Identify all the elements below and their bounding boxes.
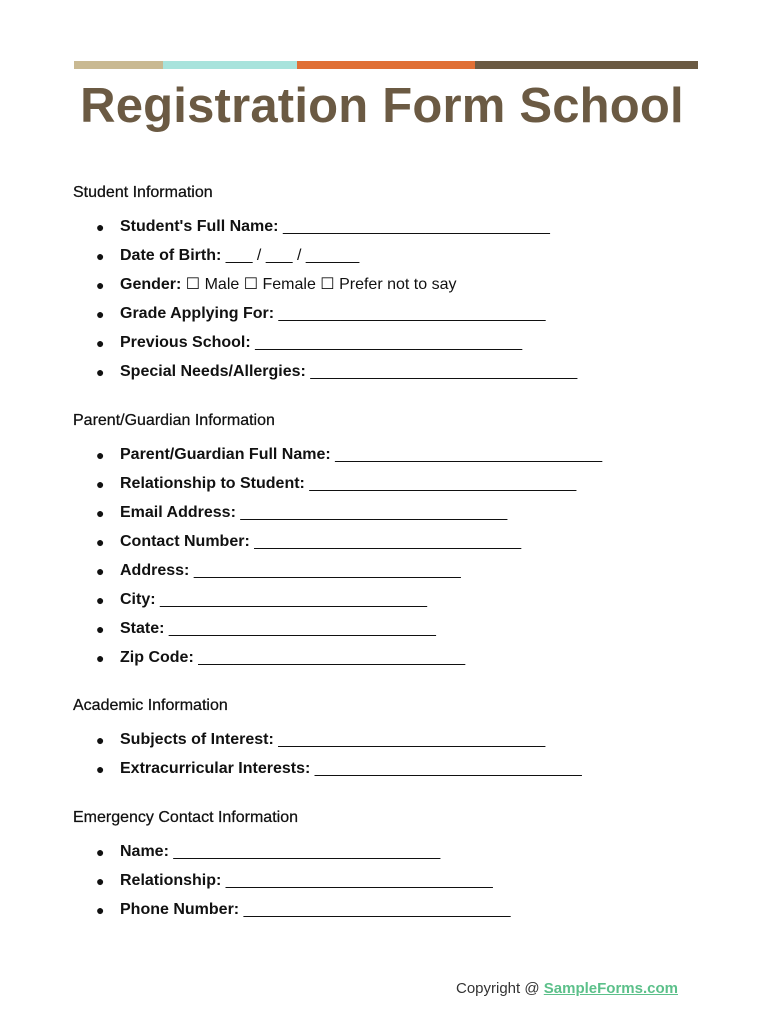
form-field-item: [0, 759, 582, 788]
field-blank[interactable]: ______________________________: [282, 218, 550, 235]
parent-fields-list: [0, 445, 602, 677]
form-field-item: [0, 871, 511, 900]
decorative-color-bar: [74, 61, 698, 69]
field-blank[interactable]: ______________________________: [198, 649, 466, 666]
color-bar-segment-brown: [475, 61, 698, 69]
sampleforms-link[interactable]: SampleForms.com: [543, 980, 678, 997]
form-field-item: [0, 362, 577, 391]
section-heading-academic: Academic Information: [73, 697, 228, 714]
emergency-fields-list: [0, 842, 511, 929]
bullet-icon: ●: [96, 277, 105, 293]
bullet-icon: ●: [96, 505, 105, 521]
field-label: Grade Applying For:: [120, 305, 275, 322]
bullet-icon: ●: [96, 732, 105, 748]
field-blank[interactable]: ______________________________: [243, 901, 511, 918]
section-heading-parent: Parent/Guardian Information: [73, 412, 275, 429]
copyright-text: Copyright @: [456, 980, 544, 997]
field-blank[interactable]: ______________________________: [310, 363, 578, 380]
field-label: Relationship to Student:: [120, 475, 305, 492]
form-field-item: [0, 900, 511, 929]
field-blank[interactable]: ______________________________: [160, 591, 427, 608]
field-blank[interactable]: ______________________________: [173, 843, 441, 860]
student-fields-list: [0, 217, 577, 391]
field-blank[interactable]: ☐ Male ☐ Female ☐ Prefer not to say: [185, 276, 457, 293]
field-blank[interactable]: ______________________________: [168, 620, 436, 637]
bullet-icon: ●: [96, 650, 105, 666]
field-label: Special Needs/Allergies:: [120, 363, 306, 380]
field-label: Date of Birth:: [120, 247, 222, 264]
form-field-item: [0, 503, 602, 532]
form-field-item: [0, 590, 602, 619]
field-label: City:: [120, 591, 156, 608]
form-field-item: [0, 445, 602, 474]
field-blank[interactable]: ______________________________: [254, 533, 522, 550]
field-blank[interactable]: ______________________________: [335, 446, 603, 463]
field-label: Parent/Guardian Full Name:: [120, 446, 331, 463]
field-label: Name:: [120, 843, 169, 860]
bullet-icon: ●: [96, 592, 105, 608]
field-label: Email Address:: [120, 504, 236, 521]
field-label: Student's Full Name:: [120, 218, 279, 235]
color-bar-segment-beige: [74, 61, 163, 69]
bullet-icon: ●: [96, 844, 105, 860]
field-blank[interactable]: ______________________________: [255, 334, 523, 351]
bullet-icon: ●: [96, 902, 105, 918]
field-blank[interactable]: ______________________________: [309, 475, 577, 492]
form-field-item: [0, 648, 602, 677]
form-field-item: [0, 561, 602, 590]
bullet-icon: ●: [96, 563, 105, 579]
field-blank[interactable]: ______________________________: [314, 760, 582, 777]
field-blank[interactable]: ______________________________: [193, 562, 461, 579]
field-label: State:: [120, 620, 165, 637]
form-field-item: [0, 474, 602, 503]
field-blank[interactable]: ______________________________: [278, 305, 546, 322]
color-bar-segment-orange: [297, 61, 475, 69]
field-blank[interactable]: ______________________________: [225, 872, 493, 889]
bullet-icon: ●: [96, 219, 105, 235]
bullet-icon: ●: [96, 621, 105, 637]
bullet-icon: ●: [96, 364, 105, 380]
form-field-item: [0, 532, 602, 561]
bullet-icon: ●: [96, 761, 105, 777]
form-field-item: [0, 304, 577, 333]
field-blank[interactable]: ______________________________: [278, 731, 546, 748]
bullet-icon: ●: [96, 306, 105, 322]
field-label: Zip Code:: [120, 649, 194, 666]
form-field-item: [0, 730, 582, 759]
form-field-item: [0, 619, 602, 648]
section-heading-student: Student Information: [73, 184, 213, 201]
form-field-item: [0, 333, 577, 362]
field-label: Relationship:: [120, 872, 222, 889]
field-label: Phone Number:: [120, 901, 240, 918]
color-bar-segment-mint: [163, 61, 297, 69]
section-heading-emergency: Emergency Contact Information: [73, 809, 298, 826]
bullet-icon: ●: [96, 873, 105, 889]
copyright-footer: [456, 980, 678, 997]
field-label: Address:: [120, 562, 190, 579]
field-label: Extracurricular Interests:: [120, 760, 311, 777]
field-label: Subjects of Interest:: [120, 731, 274, 748]
field-blank[interactable]: ___ / ___ / ______: [225, 247, 360, 264]
field-label: Contact Number:: [120, 533, 250, 550]
field-label: Previous School:: [120, 334, 251, 351]
field-label: Gender:: [120, 276, 182, 293]
page-title: Registration Form School: [80, 79, 684, 133]
bullet-icon: ●: [96, 476, 105, 492]
form-field-item: [0, 246, 577, 275]
form-field-item: [0, 275, 577, 304]
bullet-icon: ●: [96, 248, 105, 264]
form-field-item: [0, 842, 511, 871]
bullet-icon: ●: [96, 534, 105, 550]
bullet-icon: ●: [96, 335, 105, 351]
field-blank[interactable]: ______________________________: [240, 504, 508, 521]
form-field-item: [0, 217, 577, 246]
academic-fields-list: [0, 730, 582, 788]
bullet-icon: ●: [96, 447, 105, 463]
